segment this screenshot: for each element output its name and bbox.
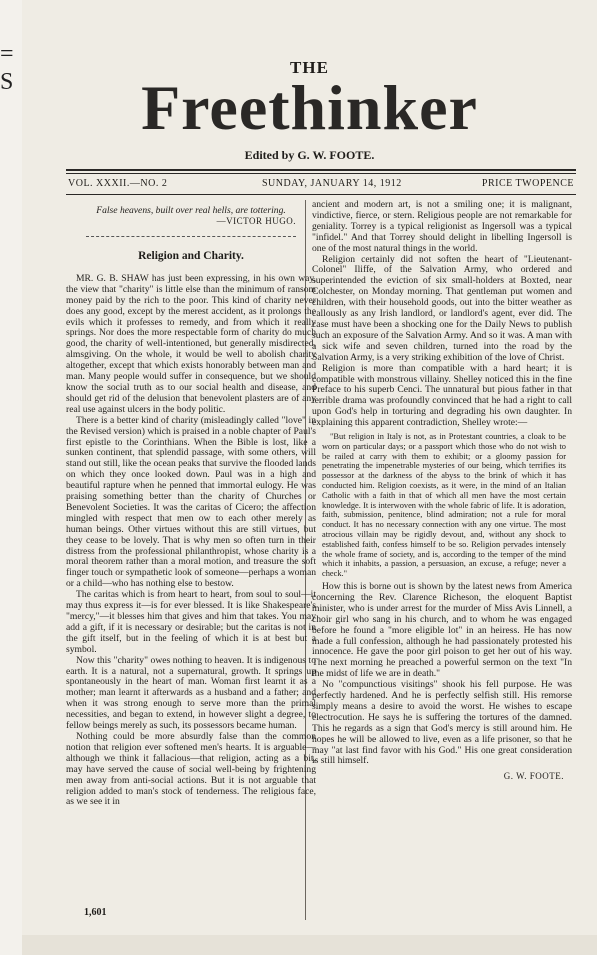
article-paragraph: Religion certainly did not soften the heart of "Lieutenant-Colonel" Iliffe, of the Salvation Army, who ordered and superintended the eviction of six small-holders at Boxted, near Colchester, on Monday morning. That gentleman put women and children, with their household goods, out into the bitter weather as callously as any Irish landlord, or landlord's agent, ever did. The case must have been a shocking one for the Daily News to publish such an exposure of the Salvation Army. And so it was. A man with a sick wife and seven children, turned into the road by the Salvation Army, is a very striking exhibition of the love of Christ.	[312, 253, 572, 363]
article-paragraph: Now this "charity" owes nothing to heaven. It is indigenous to earth. It is a natural, not a supernatural, growth. It springs up spontaneously in the heart of man. Woman first learnt it as a mother; man learnt it afterwards as a husband and a father; and when it was strong enough to serve more than the primal necessities, and began to extend, in however slight a degree, to fellow beings merely as such, its possessors became human.	[66, 654, 316, 732]
adjacent-page-fragment: =	[0, 41, 14, 67]
masthead-editor: Edited by G. W. FOOTE.	[244, 148, 375, 162]
epigraph-author: —VICTOR HUGO.	[216, 216, 296, 226]
issue-rule-bottom	[66, 194, 576, 195]
masthead-title: Freethinker	[141, 72, 478, 143]
issue-volume: VOL. XXXII.—NO. 2	[68, 178, 168, 189]
article-paragraph: MR. G. B. SHAW has just been expressing, in his own way, the view that "charity" is little else than the minimum of ransom money paid by the rich to the poor. This kind of charity never does any good, except by the merest accident, as it prolongs the evils which it professes to remedy, and from which it really springs. Nor does the more respectable form of charity do much good, the charity of well-intentioned, but generally misdirected, almsgiving. On the whole, it would be well to abolish charity altogether, except that which exists honorably between man and man. Many people would suffer in consequence, but we should know the social truth as to our social health and disease, and should get rid of the delusion that benevolent plasters are of any real use against ulcers in the body politic.	[66, 272, 316, 415]
right-column	[312, 200, 572, 782]
page-bottom-edge	[22, 935, 597, 955]
article-paragraph: There is a better kind of charity (misleadingly called "love" in the Revised version) which is praised in a noble chapter of Paul's first epistle to the Corinthians. When the Bible is lost, like a sunken continent, that splendid passage, with some others, will stand out still, like the ocean peaks that survive the flooded lands on which they once looked down. Paul was in a high and beautiful rapture when he penned that immortal eulogy. He was praising something better than the charity of Churches or Benevolent Societies. It was the caritas of Cicero; the affection mingled with respect that men ow to each other merely as human beings. Other virtues without this are still virtues, but they cease to be lovely. That is why men so often turn in their distress from the professional philanthropist, whose charity is a moral theorem rather than a moral motion, and treasure the soft finger touch or sympathetic look of someone—perhaps a woman or a child—who has nothing else to bestow.	[66, 414, 316, 590]
epigraph-rule	[86, 236, 296, 237]
epigraph-text: False heavens, built over real hells, are tottering.	[96, 205, 286, 216]
masthead-rule-top	[66, 169, 576, 171]
page-number: 1,601	[84, 907, 107, 918]
adjacent-page-fragment: S	[0, 69, 14, 95]
issue-price: PRICE TWOPENCE	[481, 178, 574, 189]
left-column	[66, 205, 316, 808]
newspaper-page	[22, 0, 597, 955]
article-paragraph: Religion is more than compatible with a hard heart; it is compatible with monstrous villainy. Shelley noticed this in the fine Preface to his superb Cenci. The unnatural but pious father in that terrible drama was profoundly convinced that he had a right to call upon God's help in torturing and degrading his own daughter. In explaining this apparent contradiction, Shelley wrote:—	[312, 362, 572, 429]
article-signature: G. W. FOOTE.	[503, 771, 564, 782]
issue-info-row	[66, 176, 576, 192]
article-title: Religion and Charity.	[138, 250, 244, 262]
shelley-quote: "But religion in Italy is not, as in Protestant countries, a cloak to be worn on particular days; or a passport which those who do not wish to be railed at carry with them to exhibit; or a gloomy passion for penetrating the impenetrable mysteries of our being, which terrifies its possessor at the darkness of the abyss to the brink of which it has conducted him. Religion coexists, as it were, in the mind of an Italian Catholic with a faith in that of which all men have the most certain knowledge. It is interwoven with the whole fabric of life. It is adoration, faith, submission, penitence, blind admiration; not a rule for moral conduct. It has no necessary connection with any one virtue. The most atrocious villain may be rigidly devout, and, without any shock to established faith, confess himself to be so. Religion pervades intensely the whole frame of society, and is, according to the temper of the mind which it inhabits, a passion, a persuasion, an excuse, a refuge; never a check."	[322, 432, 566, 579]
adjacent-page-strip	[0, 0, 23, 955]
article-paragraph: How this is borne out is shown by the latest news from America concerning the Rev. Clarence Richeson, the eloquent Baptist minister, who is under arrest for the murder of Miss Avis Linnell, a choir girl who sang in his church, and to whom he was engaged before he found a "more eligible lot" in an heiress. He has now made a full confession, although he had passionately protested his innocence. He gave the poor girl poison to get her out of his way. The next morning he preached a powerful sermon on the text "In the midst of life we are in death."	[312, 580, 572, 680]
issue-date: SUNDAY, JANUARY 14, 1912	[262, 178, 402, 189]
masthead-the: THE	[290, 58, 329, 77]
article-paragraph: The caritas which is from heart to heart, from soul to soul—it may thus express it—is for ever blessed. It is like Shakespeare's "mercy,"—it blesses him that gives and him that takes. You may add a gift, if it is necessary or desirable; but the caritas is not in the gift itself, but in the feeling of which it is at best but a symbol.	[66, 589, 316, 655]
article-paragraph: ancient and modern art, is not a smiling one; it is malignant, vindictive, fierce, or stern. Religious people are not remarkable for geniality. Torrey is a typical religionist as Ingersoll was a typical "infidel." And that Torrey should delight in libelling Ingersoll is one of the most natural things in the world.	[312, 199, 572, 254]
article-paragraph: No "compunctious visitings" shook his fell purpose. He was perfectly hardened. And he is perfectly selfish still. His remorse simply means a desire to avoid the worst. He wishes to escape electrocution. He says he is suffering the tortures of the damned. This he regards as a sign that God's mercy is still around him. He hopes he will be allowed to live, even as a life prisoner, so that he may "at last find favor with his God." His one great consideration is still himself.	[312, 679, 572, 767]
masthead-rule-top-thin	[66, 173, 576, 174]
article-paragraph: Nothing could be more absurdly false than the common notion that religion ever softened men's hearts. It is arguable—although we think it fallacious—that religion, acting as a bit, may have served the cause of social well-being by frightening men away from anti-social actions. But it is not arguable that religion added to man's stock of tenderness. The religious face, as we see it in	[66, 730, 316, 808]
